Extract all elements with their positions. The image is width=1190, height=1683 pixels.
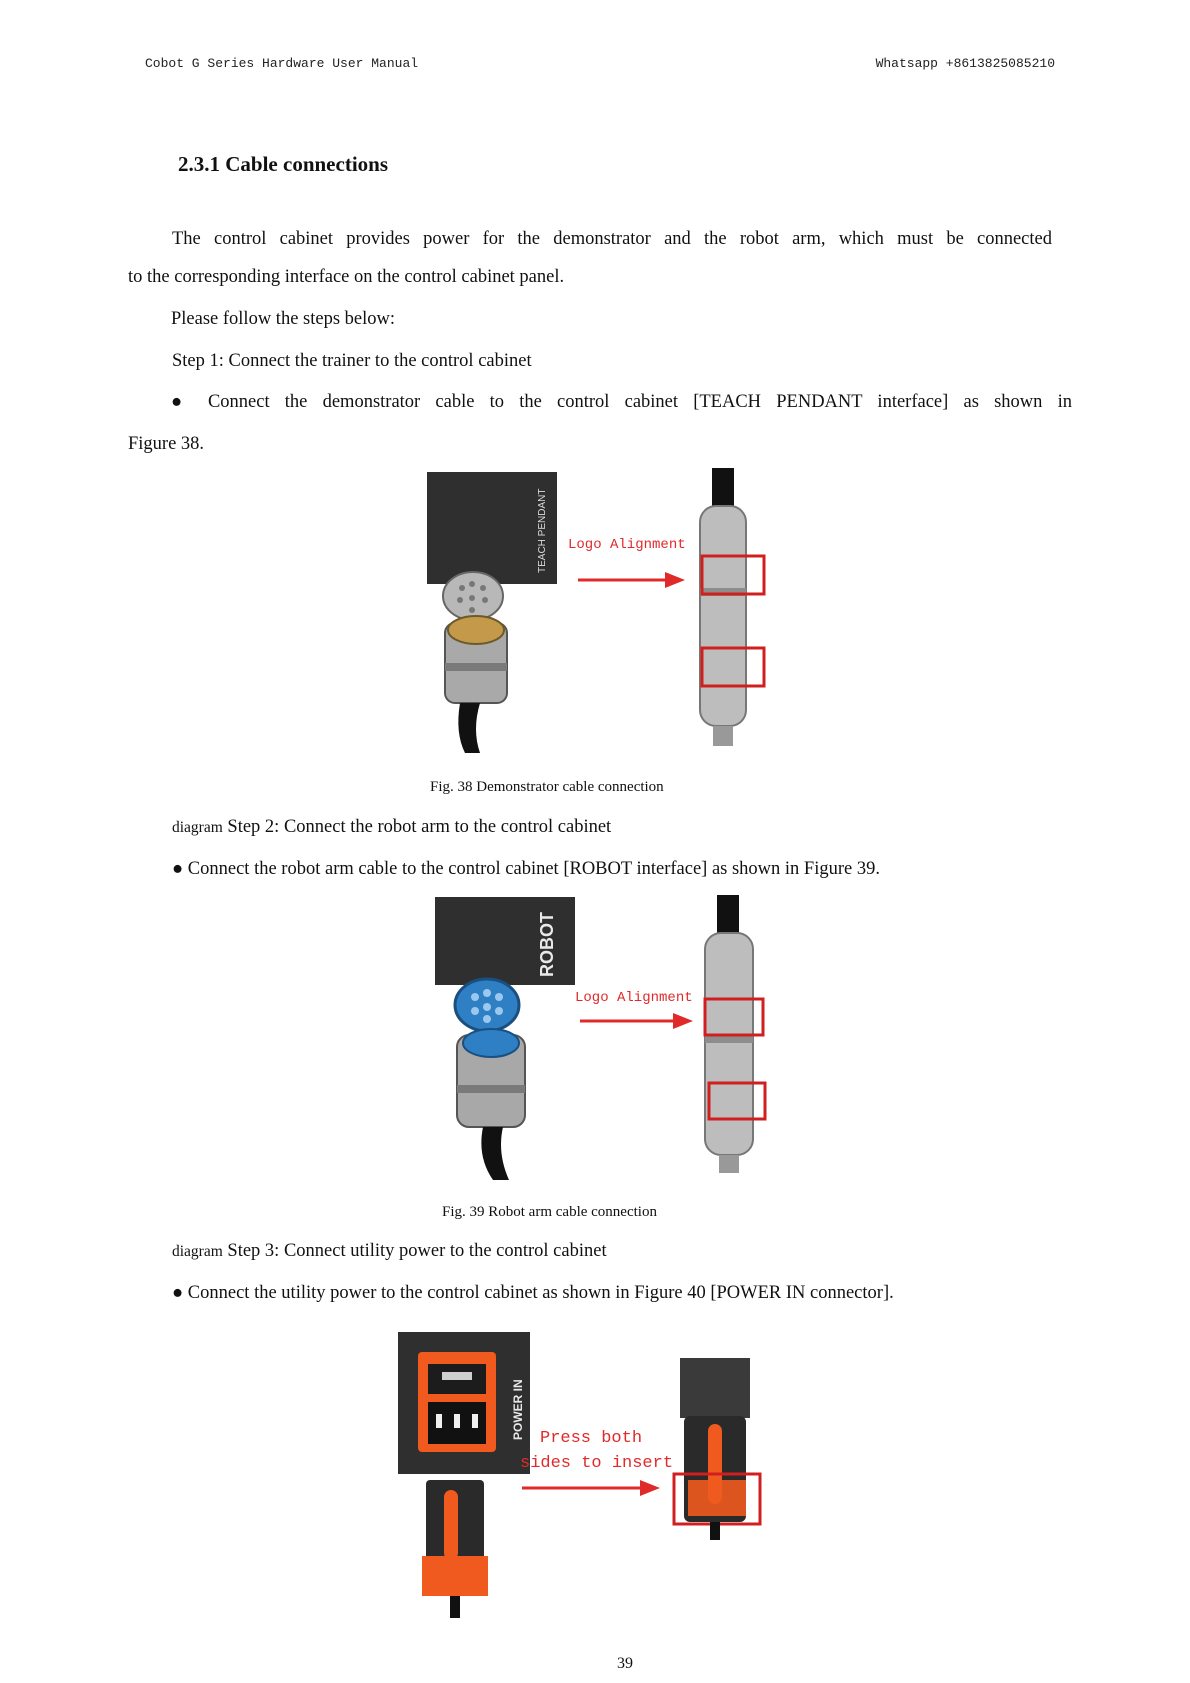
robot-connector-cable-top [717, 895, 739, 935]
page-number: 39 [617, 1655, 633, 1672]
intro-line-2: to the corresponding interface on the control cabinet panel. [128, 267, 565, 287]
fig40-annotation-line2: sides to insert [520, 1454, 674, 1473]
robot-straight-connector [705, 933, 753, 1155]
figure-39-caption: Fig. 39 Robot arm cable connection [442, 1204, 657, 1220]
fig39-annotation: Logo Alignment [575, 990, 693, 1006]
robot-connector-tip [719, 1155, 739, 1173]
header-title: Cobot G Series Hardware User Manual [145, 56, 419, 71]
connector-tip [713, 726, 733, 746]
socket-pin-mid [454, 1414, 460, 1428]
robot-plug-ring [457, 1085, 525, 1093]
alignment-arrow-head-icon [665, 572, 685, 588]
press-arrow-head-icon [640, 1480, 660, 1496]
step2-bullet: ● Connect the robot arm cable to the control cabinet [ROBOT interface] as shown in Figure 39. [172, 859, 880, 879]
socket-pin-right [472, 1414, 478, 1428]
plug-orange-latch [444, 1490, 458, 1560]
robot-alignment-arrow-head-icon [673, 1013, 693, 1029]
switch-label [442, 1372, 472, 1380]
cable-black [458, 703, 480, 753]
step1-bullet-cont: Figure 38. [128, 434, 205, 454]
plug-gold-pins [448, 616, 504, 644]
figure-38-teach-pendant [400, 468, 770, 753]
robot-panel-label: ROBOT [537, 912, 557, 977]
robot-cable-black [481, 1127, 509, 1180]
power-in-panel-label: POWER IN [511, 1379, 525, 1440]
fig40-annotation-line1: Press both [540, 1429, 643, 1448]
robot-plug-face [463, 1029, 519, 1057]
straight-connector [700, 506, 746, 726]
intro-follow: Please follow the steps below: [171, 309, 396, 329]
figure-39-robot [405, 895, 800, 1180]
socket-pin-left [436, 1414, 442, 1428]
step3-bullet: ● Connect the utility power to the control cabinet as shown in Figure 40 [POWER IN connector]. [172, 1283, 894, 1303]
step3-title: Step 3: Connect utility power to the control cabinet [227, 1241, 607, 1261]
teach-pendant-panel-label: TEACH PENDANT [537, 488, 548, 573]
step2-prefix: diagram [172, 819, 223, 836]
step2-line [172, 818, 611, 837]
header-contact: Whatsapp +8613825085210 [875, 56, 1055, 71]
step3-prefix: diagram [172, 1243, 223, 1260]
figure-38-caption: Fig. 38 Demonstrator cable connection [430, 779, 664, 795]
step1-title: Step 1: Connect the trainer to the control cabinet [172, 351, 532, 371]
plug-orange-base [422, 1556, 488, 1596]
power-cable [450, 1596, 460, 1618]
plug-ring [445, 663, 507, 671]
fig38-annotation: Logo Alignment [568, 537, 686, 553]
step1-bullet: ● Connect the demonstrator cable to the control cabinet [TEACH PENDANT interface] as shown in [171, 392, 1072, 412]
intro-line-1: The control cabinet provides power for the demonstrator and the robot arm, which must be connected [172, 229, 1052, 249]
step2-title: Step 2: Connect the robot arm to the control cabinet [227, 817, 612, 837]
section-title: 2.3.1 Cable connections [178, 152, 388, 176]
side-plug-top [680, 1358, 750, 1418]
connector-cable-top [712, 468, 734, 508]
side-plug-base [688, 1480, 746, 1516]
step3-line [172, 1242, 607, 1261]
figure-40-power-in [362, 1330, 782, 1620]
side-plug-cable [710, 1522, 720, 1540]
